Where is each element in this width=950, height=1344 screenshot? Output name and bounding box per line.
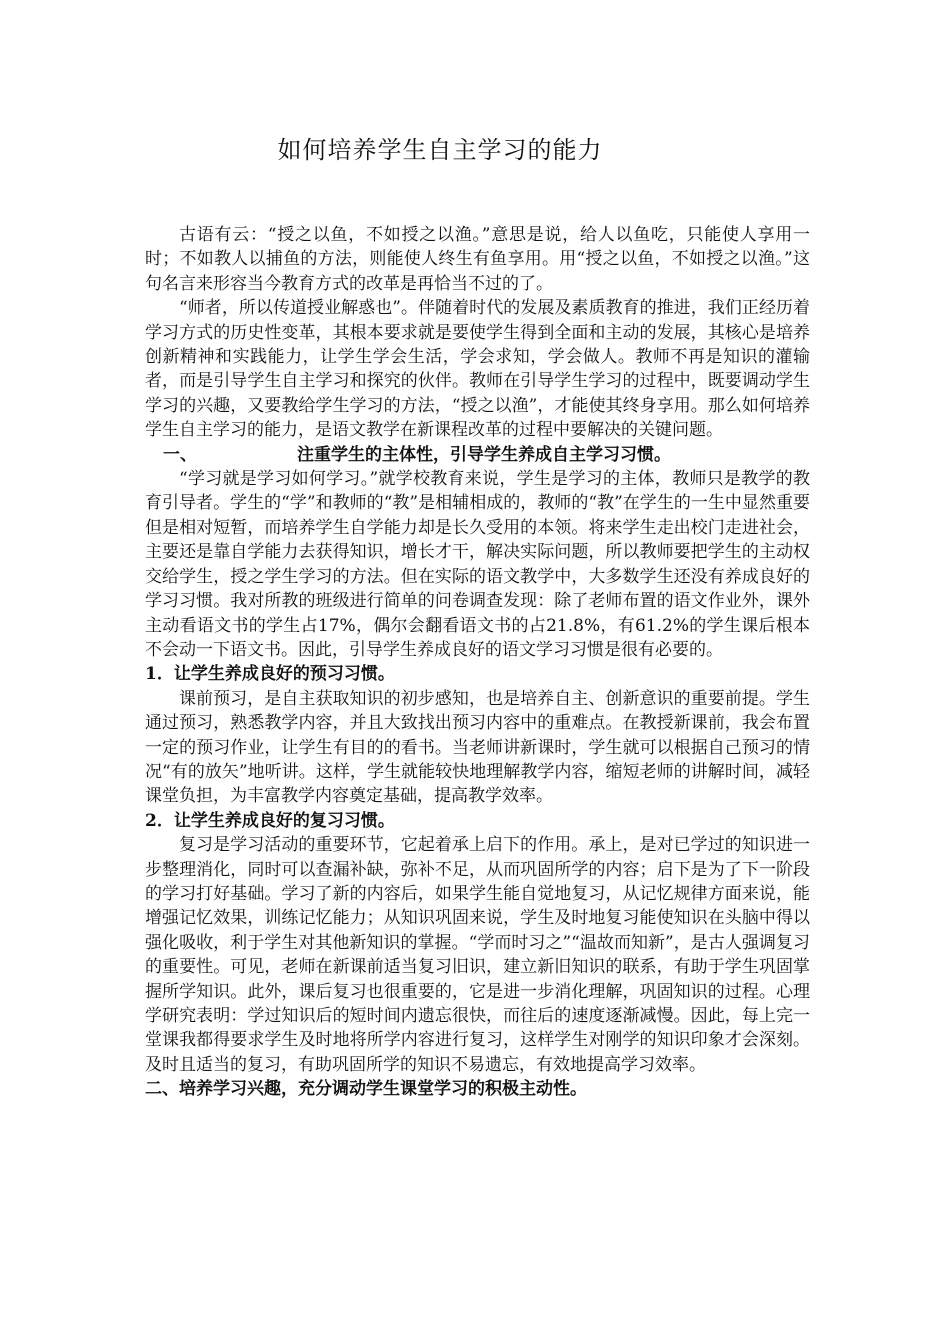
section-heading-1 xyxy=(145,443,810,467)
document-title: 如何培养学生自主学习的能力 xyxy=(277,136,603,164)
subsection-2-paragraph: 复习是学习活动的重要环节，它起着承上启下的作用。承上，是对已学过的知识进一步整理消化，同时可以查漏补缺，弥补不足，从而巩固所学的内容；启下是为了下一阶段的学习打好基础。学习了新的内容后，如果学生能自觉地复习，从记忆规律方面来说，能增强记忆效果，训练记忆能力；从知识巩固来说，学生及时地复习能使知识在头脑中得以强化吸收，利于学生对其他新知识的掌握。“学而时习之”“温故而知新”，是古人强调复习的重要性。可见，老师在新课前适当复习旧识，建立新旧知识的联系，有助于学生巩固掌握所学知识。此外，课后复习也很重要的，它是进一步消化理解，巩固知识的过程。心理学研究表明：学过知识后的短时间内遗忘很快，而往后的速度逐渐减慢。因此，每上完一堂课我都得要求学生及时地将所学内容进行复习，这样学生对刚学的知识印象才会深刻。及时且适当的复习，有助巩固所学的知识不易遗忘，有效地提高学习效率。 xyxy=(145,835,810,1075)
section-heading-1-text: 注重学生的主体性，引导学生养成自主学习习惯。 xyxy=(297,444,671,465)
subsection-heading-2: 2．让学生养成良好的复习习惯。 xyxy=(145,810,395,831)
intro-paragraph: 古语有云：“授之以鱼，不如授之以渔。”意思是说，给人以鱼吃，只能使人享用一时；不如教人以捕鱼的方法，则能使人终生有鱼享用。用“授之以鱼，不如授之以渔。”这句名言来形容当今教育方式的改革是再恰当不过的了。 xyxy=(145,225,810,294)
section-number-1: 一、 xyxy=(163,444,197,465)
section-1-paragraph: “学习就是学习如何学习。”就学校教育来说，学生是学习的主体，教师只是教学的教育引导者。学生的“学”和教师的“教”是相辅相成的，教师的“教”在学生的一生中显然重要但是相对短暂，而培养学生自学能力却是长久受用的本领。将来学生走出校门走进社会，主要还是靠自学能力去获得知识，增长才干，解决实际问题，所以教师要把学生的主动权交给学生，授之学生学习的方法。但在实际的语文教学中，大多数学生还没有养成良好的学习习惯。我对所教的班级进行简单的问卷调查发现：除了老师布置的语文作业外，课外主动看语文书的学生占17%，偶尔会翻看语文书的占21.8%，有61.2%的学生课后根本不会动一下语文书。因此，引导学生养成良好的语文学习习惯是很有必要的。 xyxy=(145,469,810,660)
section-heading-2: 二、培养学习兴趣，充分调动学生课堂学习的积极主动性。 xyxy=(145,1079,587,1100)
subsection-heading-1: 1．让学生养成良好的预习习惯。 xyxy=(145,664,395,685)
subsection-1-paragraph: 课前预习，是自主获取知识的初步感知，也是培养自主、创新意识的重要前提。学生通过预习，熟悉教学内容，并且大致找出预习内容中的重难点。在教授新课前，我会布置一定的预习作业，让学生有目的的看书。当老师讲新课时，学生就可以根据自己预习的情况“有的放矢”地听讲。这样，学生就能较快地理解教学内容，缩短老师的讲解时间，减轻课堂负担，为丰富教学内容奠定基础，提高教学效率。 xyxy=(145,688,810,807)
background-paragraph: “师者，所以传道授业解惑也”。伴随着时代的发展及素质教育的推进，我们正经历着学习方式的历史性变革，其根本要求就是要使学生得到全面和主动的发展，其核心是培养创新精神和实践能力，让学生学会生活，学会求知，学会做人。教师不再是知识的灌输者，而是引导学生自主学习和探究的伙伴。教师在引导学生学习的过程中，既要调动学生学习的兴趣，又要教给学生学习的方法，“授之以渔”，才能使其终身享用。那么如何培养学生自主学习的能力，是语文教学在新课程改革的过程中要解决的关键问题。 xyxy=(145,298,810,441)
document-body xyxy=(145,223,810,1102)
